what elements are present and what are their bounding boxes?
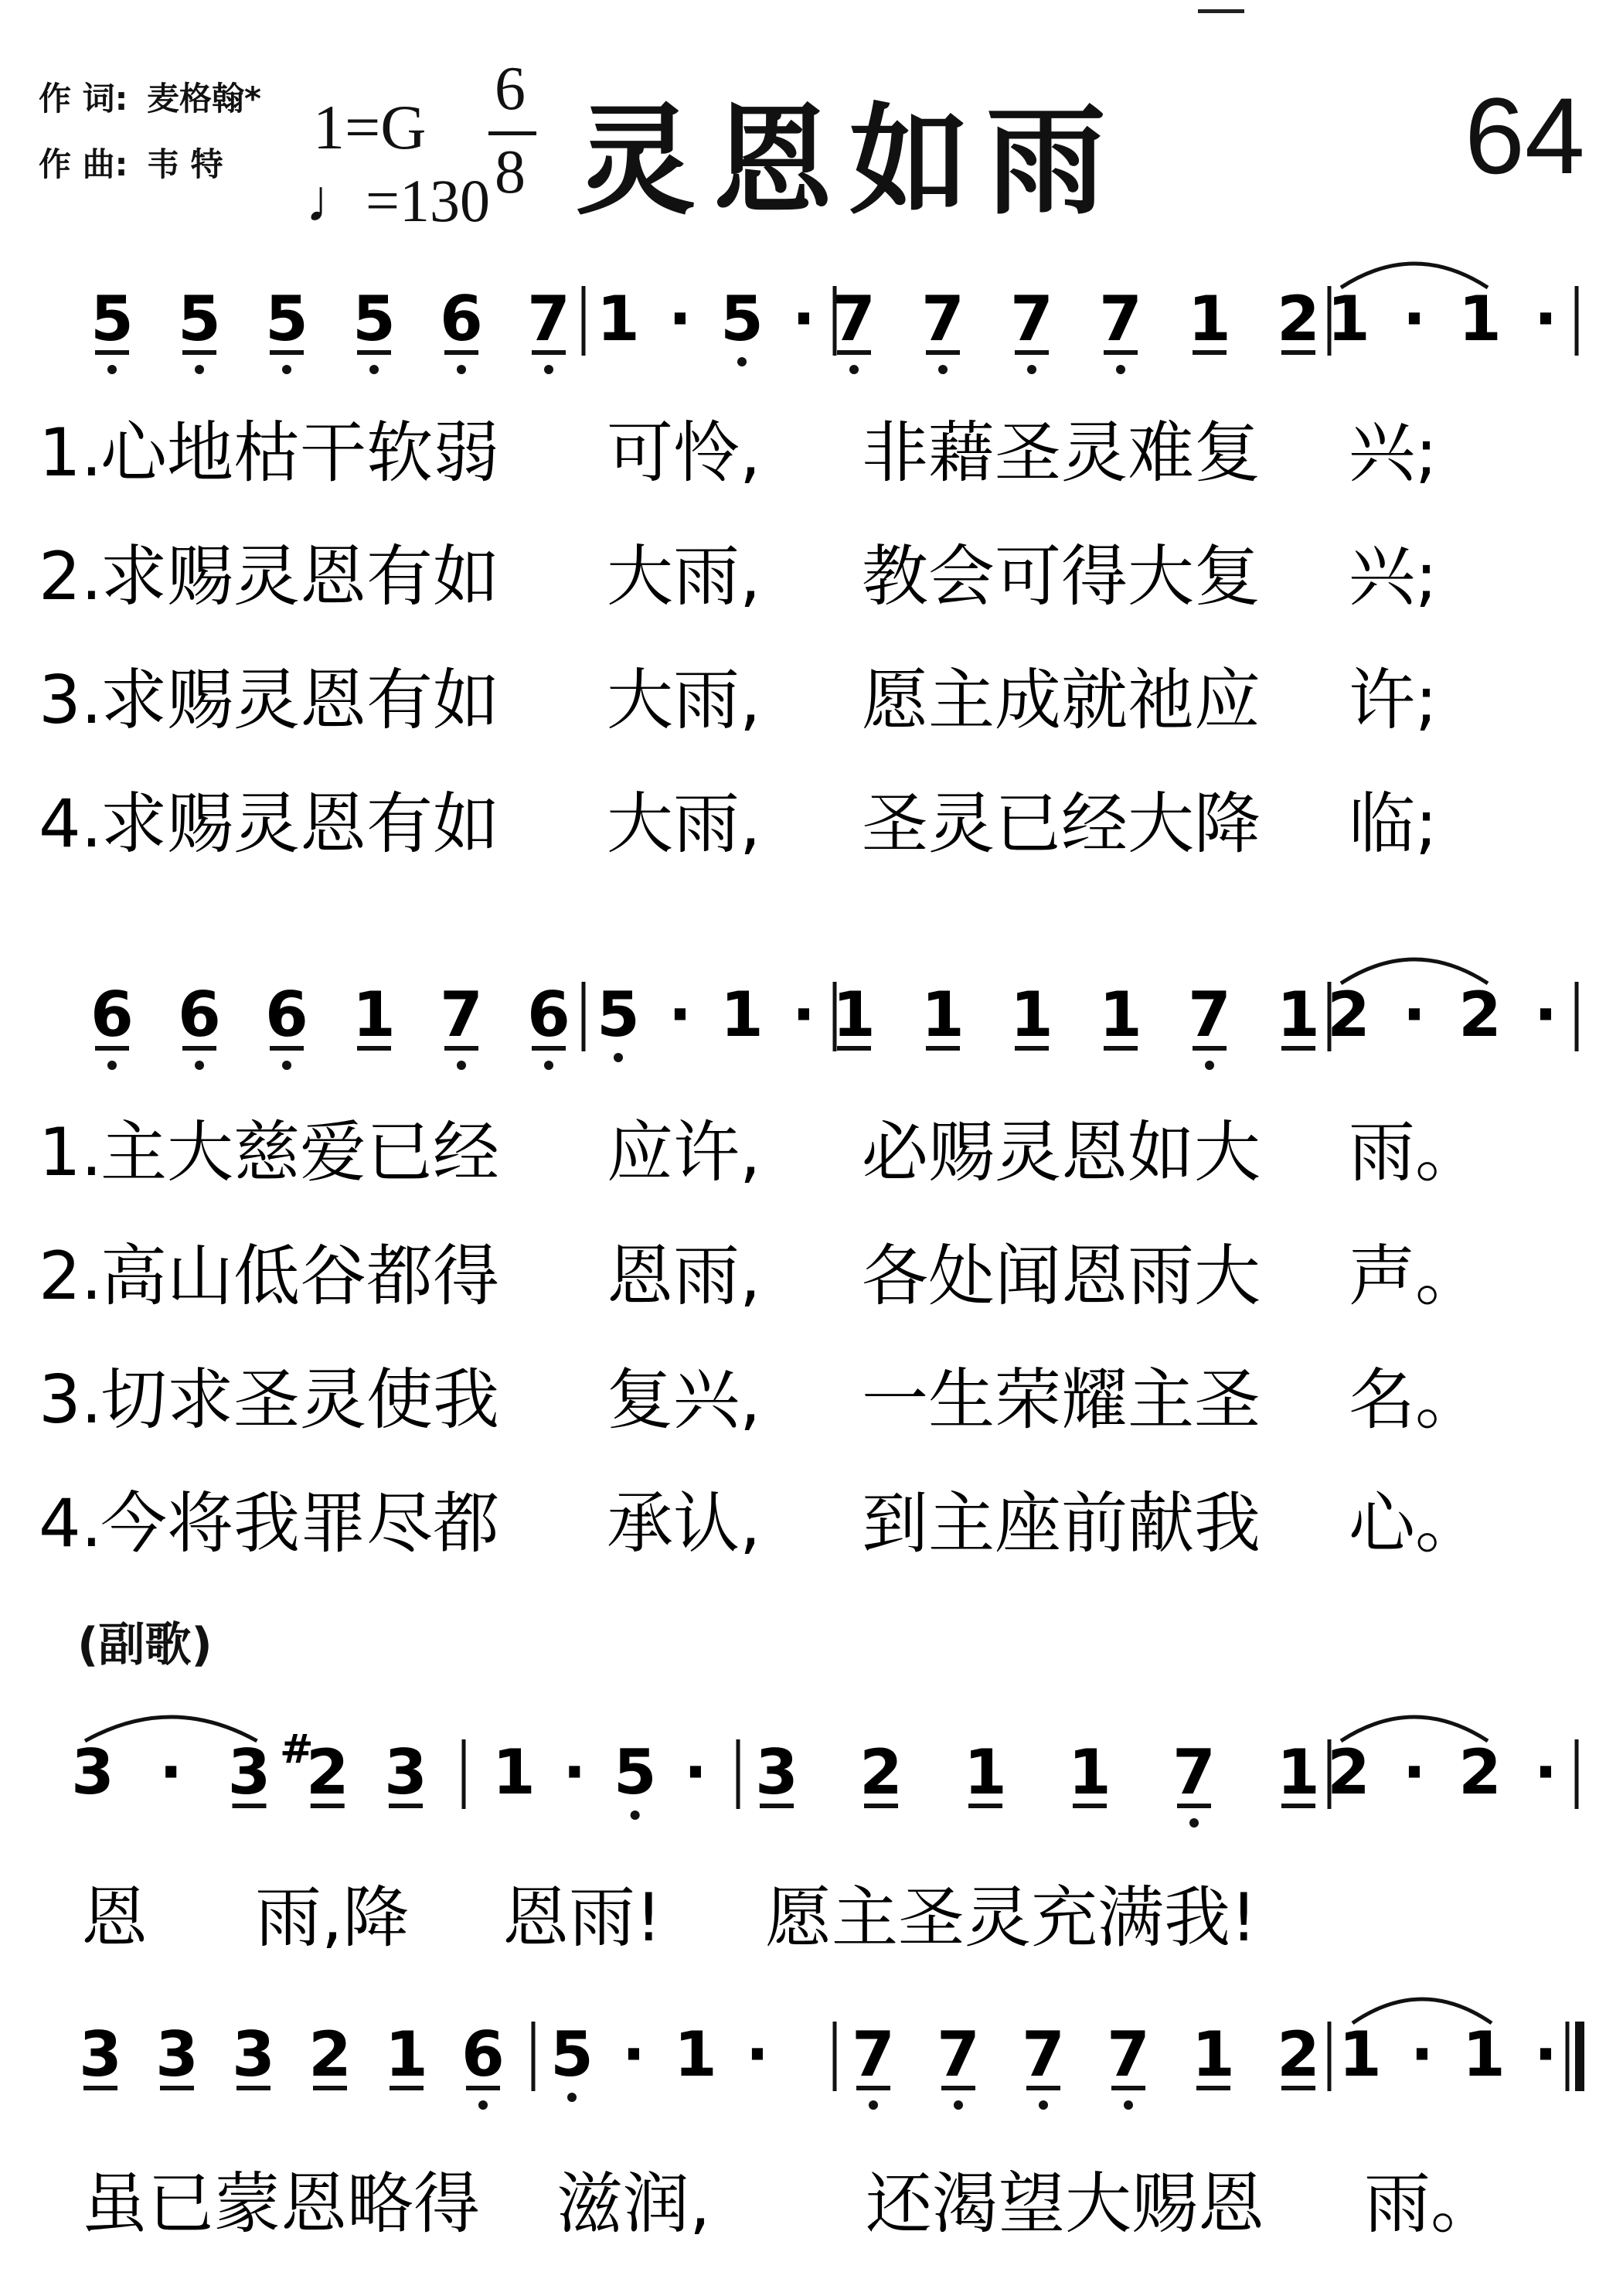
note-digit: 2 — [1277, 283, 1320, 355]
note-dot: · — [1402, 1736, 1427, 1808]
note-digit: 1 — [1010, 979, 1053, 1051]
lyric-text: 切求圣灵使我 — [100, 1361, 499, 1439]
verse-number: 2. — [39, 538, 103, 615]
low-octave-dot — [195, 1061, 204, 1070]
low-octave-dot — [954, 2100, 963, 2110]
note-digit: 3 — [232, 2018, 275, 2090]
note-digit: 7 — [1010, 283, 1053, 355]
verse-number: 4. — [39, 1485, 103, 1562]
sharp-sign: # — [279, 1726, 314, 1773]
note-digit: 1 — [674, 2018, 717, 2090]
verse-number: 3. — [39, 662, 103, 739]
lyric-text: 虽已蒙恩略得 — [81, 2165, 480, 2243]
note-dot: · — [668, 283, 692, 355]
note-dot: · — [563, 1736, 587, 1808]
note-digit: 2 — [308, 2018, 352, 2090]
note-digit: 7 — [832, 283, 876, 355]
low-octave-dot — [1124, 2100, 1133, 2110]
lyric-text: 教会可得大复 — [862, 538, 1261, 615]
note-digit: 1 — [1188, 283, 1231, 355]
composer-name: 韦 特 — [147, 145, 223, 183]
verse-number: 4. — [39, 785, 103, 863]
lyric-text: 大雨, — [607, 538, 761, 615]
lyric-text: 许; — [1349, 662, 1438, 739]
note-digit: 5 — [613, 1736, 657, 1808]
low-octave-dot — [614, 1053, 623, 1062]
lyric-text: 临; — [1349, 785, 1438, 863]
low-octave-dot — [457, 365, 466, 374]
note-dot: · — [683, 1736, 708, 1808]
low-octave-dot — [544, 1061, 553, 1070]
lyric-text: 求赐灵恩有如 — [100, 662, 499, 739]
note-dot: · — [791, 979, 816, 1051]
note-digit: 1 — [385, 2018, 428, 2090]
note-digit: 5 — [550, 2018, 594, 2090]
lyric-text: 应许, — [607, 1114, 761, 1191]
lyric-text: 名。 — [1349, 1361, 1482, 1439]
note-digit: 2 — [859, 1736, 903, 1808]
note-dot: · — [1533, 979, 1558, 1051]
note-digit: 2 — [1327, 979, 1370, 1051]
note-digit: 1 — [352, 979, 396, 1051]
low-octave-dot — [107, 1061, 117, 1070]
note-digit: 1 — [1068, 1736, 1111, 1808]
note-dot: · — [1402, 979, 1427, 1051]
lyric-text: 恩雨! — [502, 1879, 662, 1957]
note-dot: · — [1533, 1736, 1558, 1808]
low-octave-dot — [849, 365, 859, 374]
lyric-text: 心地枯干软弱 — [100, 414, 499, 492]
lyric-text: 恩 — [81, 1879, 148, 1957]
note-digit: 6 — [440, 283, 483, 355]
note-digit: 6 — [527, 979, 570, 1051]
low-octave-dot — [282, 1061, 291, 1070]
lyric-text: 一生荣耀主圣 — [862, 1361, 1261, 1439]
lyric-text: 今将我罪尽都 — [100, 1485, 499, 1562]
note-digit: 1 — [1192, 2018, 1235, 2090]
verse-number: 3. — [39, 1361, 103, 1439]
note-digit: 7 — [1188, 979, 1231, 1051]
hymn-number: 64 — [1465, 75, 1585, 196]
note-digit: 6 — [265, 979, 308, 1051]
lyric-text: 心。 — [1349, 1485, 1482, 1562]
lyric-text: 主大慈爱已经 — [100, 1114, 499, 1191]
lyric-text: 大雨, — [607, 785, 761, 863]
time-signature-bottom: 8 — [495, 138, 526, 206]
lyric-text: 恩雨, — [607, 1238, 761, 1315]
note-digit: 6 — [178, 979, 221, 1051]
note-digit: 7 — [921, 283, 965, 355]
note-dot: · — [1402, 283, 1427, 355]
note-digit: 5 — [90, 283, 134, 355]
note-digit: 3 — [71, 1736, 114, 1808]
lyric-text: 大雨, — [607, 662, 761, 739]
note-digit: 1 — [720, 979, 764, 1051]
note-digit: 1 — [1458, 283, 1502, 355]
lyric-text: 还渴望大赐恩 — [866, 2165, 1264, 2243]
note-dot: · — [159, 1736, 183, 1808]
low-octave-dot — [1116, 365, 1125, 374]
time-signature-top: 6 — [495, 55, 526, 123]
low-octave-dot — [1205, 1061, 1214, 1070]
note-dot: · — [745, 2018, 770, 2090]
tempo-marking: ♩=130 — [305, 167, 490, 234]
note-digit: 3 — [755, 1736, 798, 1808]
note-digit: 7 — [1107, 2018, 1150, 2090]
note-digit: 1 — [1099, 979, 1142, 1051]
lyric-text: 愿主圣灵充满我! — [765, 1879, 1257, 1957]
note-digit: 7 — [937, 2018, 980, 2090]
lyric-text: 各处闻恩雨大 — [862, 1238, 1261, 1315]
lyricist-label: 作 词: — [39, 80, 128, 118]
note-digit: 3 — [227, 1736, 271, 1808]
note-digit: 2 — [1458, 1736, 1502, 1808]
lyric-text: 非藉圣灵难复 — [862, 414, 1261, 492]
note-digit: 1 — [1339, 2018, 1382, 2090]
note-digit: 7 — [1099, 283, 1142, 355]
lyric-text: 声。 — [1349, 1238, 1482, 1315]
note-digit: 2 — [1458, 979, 1502, 1051]
low-octave-dot — [107, 365, 117, 374]
lyric-text: 到主座前献我 — [862, 1485, 1261, 1562]
low-octave-dot — [195, 365, 204, 374]
note-digit: 1 — [492, 1736, 536, 1808]
lyric-text: 雨,降 — [255, 1879, 410, 1957]
note-dot: · — [791, 283, 816, 355]
lyric-text: 必赐灵恩如大 — [862, 1114, 1261, 1191]
low-octave-dot — [1189, 1818, 1199, 1828]
note-digit: 1 — [964, 1736, 1007, 1808]
note-digit: 1 — [597, 283, 640, 355]
note-digit: 2 — [1277, 2018, 1320, 2090]
note-digit: 6 — [90, 979, 134, 1051]
hymn-title: 灵恩如雨 — [576, 91, 1123, 231]
chorus-label: (副歌) — [77, 1618, 213, 1672]
note-digit: 5 — [352, 283, 396, 355]
lyric-text: 高山低谷都得 — [100, 1238, 499, 1315]
note-digit: 3 — [155, 2018, 199, 2090]
lyric-text: 雨。 — [1364, 2165, 1497, 2243]
verse-number: 1. — [39, 1114, 103, 1191]
note-dot: · — [1533, 2018, 1558, 2090]
note-digit: 1 — [832, 979, 876, 1051]
lyricist-name: 麦格翰* — [147, 80, 262, 118]
low-octave-dot — [1027, 365, 1036, 374]
lyric-text: 可怜, — [607, 414, 761, 492]
lyric-text: 承认, — [607, 1485, 761, 1562]
note-digit: 1 — [1327, 283, 1370, 355]
note-digit: 2 — [1327, 1736, 1370, 1808]
note-digit: 3 — [384, 1736, 427, 1808]
low-octave-dot — [567, 2093, 577, 2102]
note-dot: · — [621, 2018, 646, 2090]
lyric-text: 雨。 — [1349, 1114, 1482, 1191]
lyric-text: 求赐灵恩有如 — [100, 785, 499, 863]
low-octave-dot — [631, 1811, 640, 1820]
lyric-text: 复兴, — [607, 1361, 761, 1439]
low-octave-dot — [1039, 2100, 1048, 2110]
composer-label: 作 曲: — [39, 145, 128, 183]
lyric-text: 兴; — [1349, 538, 1438, 615]
low-octave-dot — [938, 365, 948, 374]
low-octave-dot — [478, 2100, 488, 2110]
verse-number: 2. — [39, 1238, 103, 1315]
note-digit: 3 — [79, 2018, 122, 2090]
note-digit: 7 — [852, 2018, 895, 2090]
low-octave-dot — [369, 365, 379, 374]
lyric-text: 圣灵已经大降 — [862, 785, 1261, 863]
note-digit: 5 — [720, 283, 764, 355]
lyric-text: 愿主成就祂应 — [862, 662, 1261, 739]
lyric-text: 滋润, — [556, 2165, 711, 2243]
key-signature: 1=G — [313, 92, 427, 162]
verse-number: 1. — [39, 414, 103, 492]
low-octave-dot — [457, 1061, 466, 1070]
note-digit: 6 — [461, 2018, 505, 2090]
low-octave-dot — [737, 357, 747, 366]
note-digit: 7 — [1022, 2018, 1065, 2090]
note-dot: · — [1533, 283, 1558, 355]
low-octave-dot — [869, 2100, 878, 2110]
note-digit: 1 — [1462, 2018, 1506, 2090]
lyric-text: 求赐灵恩有如 — [100, 538, 499, 615]
note-digit: 5 — [265, 283, 308, 355]
note-dot: · — [1410, 2018, 1434, 2090]
note-dot: · — [668, 979, 692, 1051]
note-digit: 1 — [921, 979, 965, 1051]
note-digit: 1 — [1277, 1736, 1320, 1808]
low-octave-dot — [282, 365, 291, 374]
note-digit: 1 — [1277, 979, 1320, 1051]
note-digit: 5 — [178, 283, 221, 355]
note-digit: 7 — [440, 979, 483, 1051]
note-digit: 5 — [597, 979, 640, 1051]
note-digit: 7 — [527, 283, 570, 355]
note-digit: 2 — [305, 1736, 349, 1808]
lyric-text: 兴; — [1349, 414, 1438, 492]
note-digit: 7 — [1172, 1736, 1216, 1808]
low-octave-dot — [544, 365, 553, 374]
